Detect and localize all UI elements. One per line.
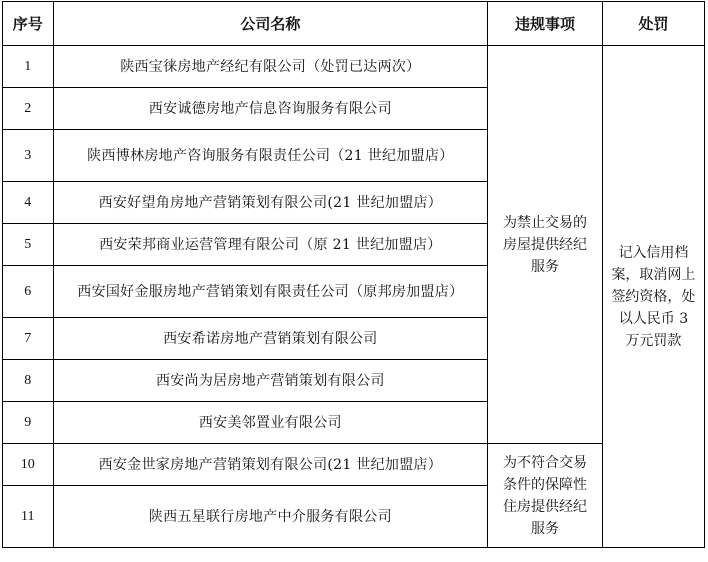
violation-cell-group-2 (488, 444, 603, 548)
row-number: 7 (3, 318, 54, 360)
penalty-text: 记入信用档案，取消网上签约资格，处以人民币 3 万元罚款 (611, 244, 696, 349)
header-penalty: 处罚 (602, 2, 704, 46)
row-number: 10 (3, 444, 54, 486)
table-row (3, 46, 705, 88)
row-number: 3 (3, 130, 54, 182)
violation-cell-group-1 (488, 46, 603, 444)
company-name: 西安荣邦商业运营管理有限公司（原 21 世纪加盟店） (53, 224, 488, 266)
company-name: 陕西宝徕房地产经纪有限公司（处罚已达两次） (53, 46, 488, 88)
row-number: 8 (3, 360, 54, 402)
row-number: 11 (3, 486, 54, 548)
penalty-cell (602, 46, 704, 548)
company-name: 西安金世家房地产营销策划有限公司(21 世纪加盟店） (53, 444, 488, 486)
violation-text-group-1: 为禁止交易的房屋提供经纪服务 (503, 214, 588, 275)
header-row (3, 2, 705, 46)
company-name: 西安美邻置业有限公司 (53, 402, 488, 444)
row-number: 2 (3, 88, 54, 130)
company-name: 陕西博林房地产咨询服务有限责任公司（21 世纪加盟店） (53, 130, 488, 182)
company-name: 西安诚德房地产信息咨询服务有限公司 (53, 88, 488, 130)
penalty-table (2, 1, 705, 548)
row-number: 9 (3, 402, 54, 444)
violation-text-group-2: 为不符合交易条件的保障性住房提供经纪服务 (503, 454, 588, 537)
table-row (3, 444, 705, 486)
row-number: 6 (3, 266, 54, 318)
header-violation: 违规事项 (488, 2, 603, 46)
row-number: 5 (3, 224, 54, 266)
row-number: 4 (3, 182, 54, 224)
company-name: 西安国好金服房地产营销策划有限责任公司（原邦房加盟店） (53, 266, 488, 318)
header-no: 序号 (3, 2, 54, 46)
row-number: 1 (3, 46, 54, 88)
header-company: 公司名称 (53, 2, 488, 46)
company-name: 西安好望角房地产营销策划有限公司(21 世纪加盟店） (53, 182, 488, 224)
company-name: 西安希诺房地产营销策划有限公司 (53, 318, 488, 360)
company-name: 西安尚为居房地产营销策划有限公司 (53, 360, 488, 402)
company-name: 陕西五星联行房地产中介服务有限公司 (53, 486, 488, 548)
